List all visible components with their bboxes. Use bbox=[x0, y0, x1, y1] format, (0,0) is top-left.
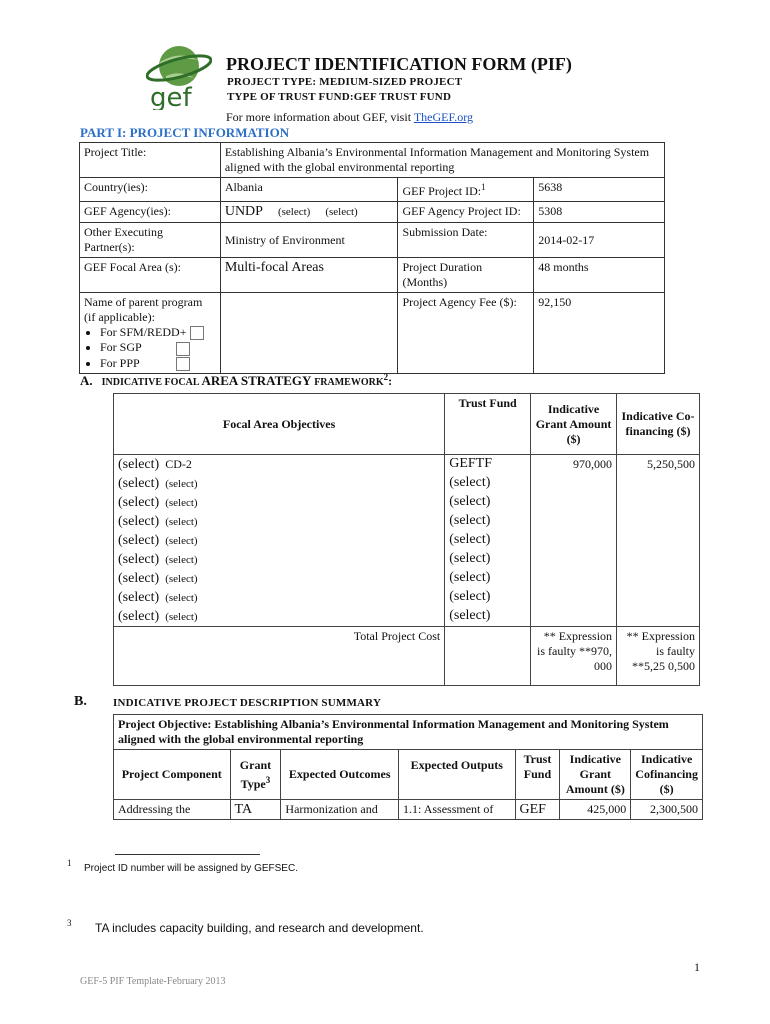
focal-area-table bbox=[113, 393, 700, 686]
objective-value[interactable]: (select) bbox=[165, 497, 198, 509]
objective-cell[interactable] bbox=[114, 550, 445, 569]
cofin-cell[interactable] bbox=[617, 569, 700, 588]
parent-program-value[interactable] bbox=[220, 293, 398, 374]
objective-value[interactable]: (select) bbox=[165, 535, 198, 547]
fund-cell[interactable]: (select) bbox=[445, 550, 531, 569]
agency-label: GEF Agency(ies): bbox=[80, 202, 221, 223]
page-title: PROJECT IDENTIFICATION FORM (PIF) bbox=[226, 54, 572, 74]
total-cofin: ** Expression is faulty **5,25 0,500 bbox=[617, 627, 700, 686]
objective-value[interactable]: (select) bbox=[165, 554, 198, 566]
cofin-cell[interactable] bbox=[617, 531, 700, 550]
agency-fee-value[interactable]: 92,150 bbox=[534, 293, 665, 374]
project-objective[interactable]: Project Objective: Establishing Albania’s Environmental Information Management and Monitoring System aligned with the global environmental reporting bbox=[114, 715, 703, 750]
focal-area-label: GEF Focal Area (s): bbox=[80, 258, 221, 293]
project-title-label: Project Title: bbox=[80, 143, 221, 178]
objective-cell[interactable] bbox=[114, 607, 445, 627]
col-component: Project Component bbox=[114, 750, 231, 800]
table-row bbox=[114, 474, 700, 493]
project-description-table bbox=[113, 714, 703, 820]
row-cofin[interactable]: 2,300,500 bbox=[631, 800, 703, 820]
table-row bbox=[114, 800, 703, 820]
table-row bbox=[114, 531, 700, 550]
table-row bbox=[114, 550, 700, 569]
objective-cell[interactable] bbox=[114, 569, 445, 588]
grant-cell[interactable]: 970,000 bbox=[531, 455, 617, 475]
objective-value[interactable]: (select) bbox=[165, 478, 198, 490]
gef-project-id-value[interactable]: 5638 bbox=[534, 178, 665, 202]
footnote-3-number: 3 bbox=[67, 918, 72, 928]
row-outcomes[interactable]: Harmonization and bbox=[281, 800, 399, 820]
objective-select[interactable]: (select) bbox=[118, 552, 160, 567]
objective-cell[interactable] bbox=[114, 474, 445, 493]
row-fund[interactable]: GEF bbox=[515, 800, 560, 820]
agency-project-id-value[interactable]: 5308 bbox=[534, 202, 665, 223]
grant-cell[interactable] bbox=[531, 474, 617, 493]
objective-value[interactable]: (select) bbox=[165, 592, 198, 604]
table-row bbox=[114, 588, 700, 607]
table-row bbox=[114, 512, 700, 531]
grant-cell[interactable] bbox=[531, 588, 617, 607]
footer: GEF-5 PIF Template-February 2013 bbox=[80, 976, 226, 987]
gef-logo bbox=[146, 40, 212, 110]
objective-select[interactable]: (select) bbox=[118, 571, 160, 586]
cofin-cell[interactable] bbox=[617, 588, 700, 607]
col-grant-amount: Indicative Grant Amount ($) bbox=[560, 750, 631, 800]
ppp-checkbox[interactable] bbox=[176, 357, 190, 371]
objective-select[interactable]: (select) bbox=[118, 457, 160, 472]
grant-cell[interactable] bbox=[531, 531, 617, 550]
col-cofinancing: Indicative Co-financing ($) bbox=[617, 394, 700, 455]
cofin-cell[interactable] bbox=[617, 474, 700, 493]
cofin-cell[interactable] bbox=[617, 607, 700, 627]
footnote-3-text: TA includes capacity building, and research and development. bbox=[95, 921, 424, 935]
section-a-heading: A. INDICATIVE FOCAL AREA STRATEGY FRAMEWORK$^2$: bbox=[80, 372, 393, 388]
part1-heading: PART I: PROJECT INFORMATION bbox=[80, 125, 290, 140]
objective-select[interactable]: (select) bbox=[118, 476, 160, 491]
svg-text:gef: gef bbox=[150, 83, 192, 110]
row-grant[interactable]: 425,000 bbox=[560, 800, 631, 820]
fund-cell[interactable]: GEFTF bbox=[445, 455, 531, 475]
objective-cell[interactable] bbox=[114, 493, 445, 512]
col-trust-fund: Trust Fund bbox=[445, 394, 531, 455]
trust-fund-type: TYPE OF TRUST FUND:GEF TRUST FUND bbox=[227, 91, 452, 103]
more-info: For more information about GEF, visit TheGEF.org bbox=[226, 110, 473, 124]
table-row bbox=[114, 607, 700, 627]
total-grant: ** Expression is faulty **970, 000 bbox=[531, 627, 617, 686]
fund-cell[interactable]: (select) bbox=[445, 569, 531, 588]
sfm-redd-checkbox[interactable] bbox=[190, 326, 204, 340]
duration-value[interactable]: 48 months bbox=[534, 258, 665, 293]
parent-option: • For SFM/REDD+ bbox=[100, 325, 216, 340]
project-title-value[interactable]: Establishing Albania’s Environmental Information Management and Monitoring System aligned with the global environmental reporting bbox=[220, 143, 664, 178]
objective-select[interactable]: (select) bbox=[118, 514, 160, 529]
page-number: 1 bbox=[694, 960, 700, 974]
objective-select[interactable]: (select) bbox=[118, 609, 160, 624]
project-type: PROJECT TYPE: MEDIUM-SIZED PROJECT bbox=[227, 76, 463, 88]
focal-area-value[interactable]: Multi-focal Areas bbox=[220, 258, 398, 293]
fund-cell[interactable]: (select) bbox=[445, 493, 531, 512]
grant-cell[interactable] bbox=[531, 493, 617, 512]
sgp-checkbox[interactable] bbox=[176, 342, 190, 356]
col-outputs: Expected Outputs bbox=[399, 750, 515, 800]
submission-date-label: Submission Date: bbox=[398, 223, 534, 258]
other-partners-label: Other Executing Partner(s): bbox=[80, 223, 221, 258]
country-value[interactable]: Albania bbox=[220, 178, 398, 202]
col-outcomes: Expected Outcomes bbox=[281, 750, 399, 800]
grant-cell[interactable] bbox=[531, 569, 617, 588]
duration-label: Project Duration (Months) bbox=[398, 258, 534, 293]
agency-value[interactable]: UNDP (select) (select) bbox=[220, 202, 398, 223]
other-partners-value[interactable]: Ministry of Environment bbox=[220, 223, 398, 258]
objective-cell[interactable] bbox=[114, 588, 445, 607]
fund-cell[interactable]: (select) bbox=[445, 588, 531, 607]
total-fund bbox=[445, 627, 531, 686]
table-row bbox=[114, 455, 700, 475]
objective-value[interactable]: CD-2 bbox=[165, 457, 192, 471]
objective-cell[interactable] bbox=[114, 455, 445, 475]
footnote-1-text: Project ID number will be assigned by GEFSEC. bbox=[84, 863, 298, 874]
parent-option: • For PPP bbox=[100, 356, 216, 371]
grant-cell[interactable] bbox=[531, 550, 617, 569]
grant-cell[interactable] bbox=[531, 607, 617, 627]
grant-cell[interactable] bbox=[531, 512, 617, 531]
agency-select-2[interactable]: (select) bbox=[325, 206, 358, 218]
agency-project-id-label: GEF Agency Project ID: bbox=[398, 202, 534, 223]
fund-cell[interactable]: (select) bbox=[445, 474, 531, 493]
cofin-cell[interactable] bbox=[617, 493, 700, 512]
cofin-cell[interactable] bbox=[617, 512, 700, 531]
col-objectives: Focal Area Objectives bbox=[114, 394, 445, 455]
row-grant-type[interactable]: TA bbox=[230, 800, 281, 820]
agency-fee-label: Project Agency Fee ($): bbox=[398, 293, 534, 374]
gef-project-id-label: GEF Project ID:$^1$ bbox=[398, 178, 534, 202]
project-info-table bbox=[79, 142, 665, 374]
objective-value[interactable]: (select) bbox=[165, 573, 198, 585]
objective-select[interactable]: (select) bbox=[118, 590, 160, 605]
table-row bbox=[114, 493, 700, 512]
col-cofinancing-b: Indicative Cofinancing ($) bbox=[631, 750, 703, 800]
objective-cell[interactable] bbox=[114, 512, 445, 531]
col-grant: Indicative Grant Amount ($) bbox=[531, 394, 617, 455]
fund-cell[interactable]: (select) bbox=[445, 531, 531, 550]
country-label: Country(ies): bbox=[80, 178, 221, 202]
objective-select[interactable]: (select) bbox=[118, 495, 160, 510]
objective-value[interactable]: (select) bbox=[165, 611, 198, 623]
col-grant-type: Grant Type$^3$ bbox=[230, 750, 281, 800]
cofin-cell[interactable]: 5,250,500 bbox=[617, 455, 700, 475]
submission-date-value[interactable]: 2014-02-17 bbox=[534, 223, 665, 258]
objective-cell[interactable] bbox=[114, 531, 445, 550]
footnote-divider bbox=[115, 854, 260, 855]
section-b-heading: INDICATIVE PROJECT DESCRIPTION SUMMARY bbox=[113, 697, 382, 709]
agency-select-1[interactable]: (select) bbox=[277, 206, 311, 218]
cofin-cell[interactable] bbox=[617, 550, 700, 569]
gef-link[interactable]: TheGEF.org bbox=[413, 110, 473, 124]
row-component[interactable]: Addressing the bbox=[114, 800, 231, 820]
table-row bbox=[114, 569, 700, 588]
section-b-letter: B. bbox=[74, 694, 87, 709]
objective-select[interactable]: (select) bbox=[118, 533, 160, 548]
fund-cell[interactable]: (select) bbox=[445, 512, 531, 531]
col-trust-fund-b: Trust Fund bbox=[515, 750, 560, 800]
parent-program: Name of parent program (if applicable): • For SFM/REDD+ • For SGP • For PPP bbox=[80, 293, 221, 374]
total-label: Total Project Cost bbox=[114, 627, 445, 686]
footnote-1-number: 1 bbox=[67, 858, 72, 868]
objective-value[interactable]: (select) bbox=[165, 516, 198, 528]
parent-option: • For SGP bbox=[100, 340, 216, 355]
fund-cell[interactable]: (select) bbox=[445, 607, 531, 627]
row-outputs[interactable]: 1.1: Assessment of bbox=[399, 800, 515, 820]
